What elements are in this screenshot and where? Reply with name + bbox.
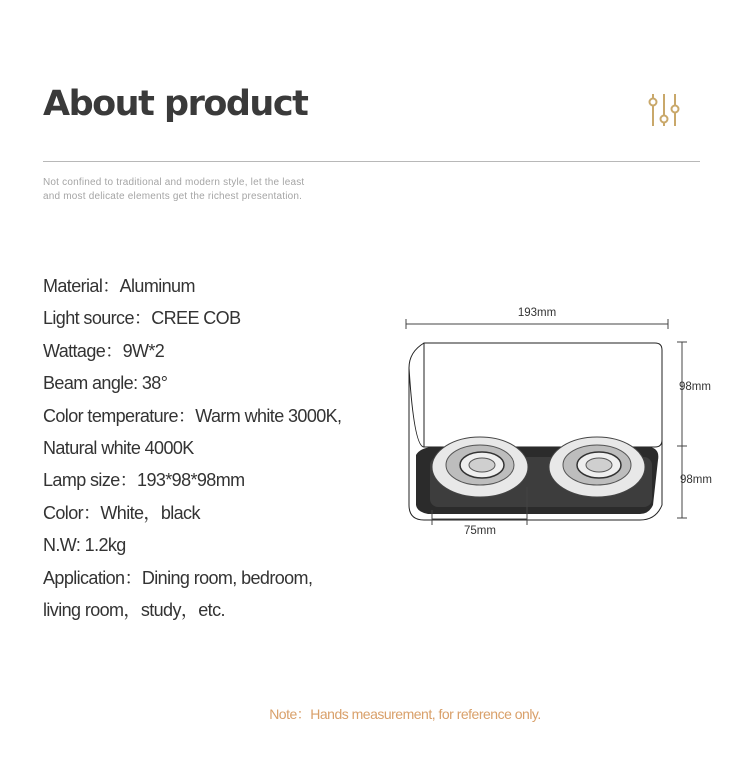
spec-color-temperature: Color temperature：Warm white 3000K, (43, 405, 342, 426)
spec-application-cont: living room，study，etc. (43, 599, 225, 620)
spec-net-weight: N.W: 1.2kg (43, 535, 126, 556)
spec-beam-angle: Beam angle: 38° (43, 373, 168, 394)
spec-material: Material：Aluminum (43, 276, 195, 296)
header-divider (43, 161, 700, 162)
width-label: 193mm (517, 307, 557, 319)
spec-application: Application：Dining room, bedroom, (43, 567, 313, 588)
height-label-lower: 98mm (680, 474, 712, 486)
spec-color-temperature-cont: Natural white 4000K (43, 437, 194, 458)
sliders-icon (648, 92, 680, 128)
left-lens (432, 437, 528, 497)
measurement-note: Note：Hands measurement, for reference only. (269, 706, 541, 722)
height-dimension-lines (677, 342, 687, 518)
width-dimension-line (406, 319, 668, 329)
spec-color: Color：White，black (43, 502, 200, 523)
tagline: Not confined to traditional and modern style, let the least and most delicate elements get the richest presentation. (43, 177, 305, 202)
product-dimension-drawing (395, 296, 725, 546)
lens-width-label: 75mm (464, 525, 496, 537)
page-title: About product (43, 84, 308, 124)
spec-list (43, 270, 341, 626)
height-label-upper: 98mm (679, 381, 711, 393)
spec-wattage: Wattage：9W*2 (43, 340, 165, 361)
spec-light-source: Light source：CREE COB (43, 308, 241, 329)
right-lens (549, 437, 645, 497)
spec-lamp-size: Lamp size：193*98*98mm (43, 470, 245, 491)
